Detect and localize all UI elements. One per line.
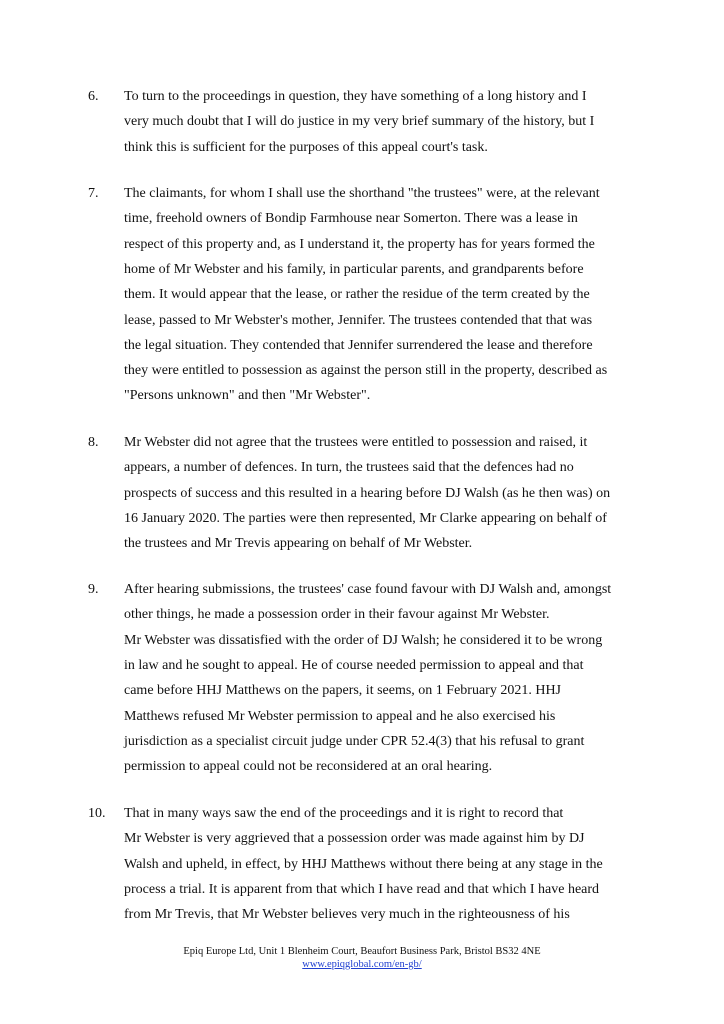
paragraph-line: Matthews refused Mr Webster permission to appeal and he also exercised his: [124, 708, 556, 724]
paragraph-line: The claimants, for whom I shall use the shorthand "the trustees" were, at the relevant: [124, 186, 600, 201]
paragraph-line: process a trial. It is apparent from that which I have read and that which I have heard: [124, 881, 600, 897]
paragraph-line: time, freehold owners of Bondip Farmhouse near Somerton. There was a lease in: [124, 211, 578, 227]
paragraph-number: 8.: [88, 435, 99, 450]
paragraph-line: After hearing submissions, the trustees' case found favour with DJ Walsh and, amongst: [124, 582, 612, 597]
paragraph-line: permission to appeal could not be reconsidered at an oral hearing.: [124, 759, 493, 775]
paragraph-line: Mr Webster was dissatisfied with the order of DJ Walsh; he considered it to be wrong: [124, 632, 603, 648]
paragraph-line: from Mr Trevis, that Mr Webster believes very much in the righteousness of his: [124, 907, 570, 923]
paragraph-line: prospects of success and this resulted in a hearing before DJ Walsh (as he then was) on: [124, 485, 611, 501]
paragraph-line: think this is sufficient for the purposes of this appeal court's task.: [124, 139, 488, 155]
paragraph-line: That in many ways saw the end of the proceedings and it is right to record that: [124, 806, 564, 821]
paragraph-line: them. It would appear that the lease, or rather the residue of the term created by the: [124, 287, 590, 303]
paragraph-line: lease, passed to Mr Webster's mother, Jennifer. The trustees contended that that was: [124, 312, 593, 328]
paragraph-line: Mr Webster did not agree that the trustees were entitled to possession and raised, it: [124, 435, 588, 450]
paragraph-line: "Persons unknown" and then "Mr Webster".: [124, 388, 371, 404]
page-footer: [0, 945, 724, 971]
paragraph-line: very much doubt that I will do justice in my very brief summary of the history, but I: [124, 114, 595, 130]
paragraph-number: 10.: [88, 806, 106, 821]
paragraph-line: came before HHJ Matthews on the papers, it seems, on 1 February 2021. HHJ: [124, 683, 562, 699]
paragraph-line: they were entitled to possession as against the person still in the property, described as: [124, 363, 608, 379]
paragraph-number: 7.: [88, 186, 99, 201]
paragraph-line: jurisdiction as a specialist circuit judge under CPR 52.4(3) that his refusal to grant: [124, 733, 585, 749]
paragraph-line: home of Mr Webster and his family, in particular parents, and grandparents before: [124, 261, 584, 277]
footer-address: Epiq Europe Ltd, Unit 1 Blenheim Court, Beaufort Business Park, Bristol BS32 4NE: [183, 946, 541, 957]
paragraph-line: in law and he sought to appeal. He of course needed permission to appeal and that: [124, 657, 584, 673]
paragraph-line: Walsh and upheld, in effect, by HHJ Matthews without there being at any stage in the: [124, 856, 603, 872]
paragraph-number: 9.: [88, 582, 99, 597]
footer-website-link[interactable]: www.epiqglobal.com/en-gb/: [302, 959, 422, 970]
paragraph-line: appears, a number of defences. In turn, the trustees said that the defences had no: [124, 460, 574, 476]
paragraph-number: 6.: [88, 89, 99, 104]
paragraph-line: Mr Webster is very aggrieved that a possession order was made against him by DJ: [124, 831, 585, 847]
paragraph-line: the trustees and Mr Trevis appearing on behalf of Mr Webster.: [124, 536, 473, 552]
paragraph-line: To turn to the proceedings in question, they have something of a long history and I: [124, 89, 587, 104]
paragraph-line: other things, he made a possession order in their favour against Mr Webster.: [124, 607, 550, 623]
paragraph-line: 16 January 2020. The parties were then represented, Mr Clarke appearing on behalf of: [124, 510, 607, 526]
paragraph-line: respect of this property and, as I understand it, the property has for years formed the: [124, 236, 595, 252]
paragraph-line: the legal situation. They contended that Jennifer surrendered the lease and therefore: [124, 337, 593, 353]
